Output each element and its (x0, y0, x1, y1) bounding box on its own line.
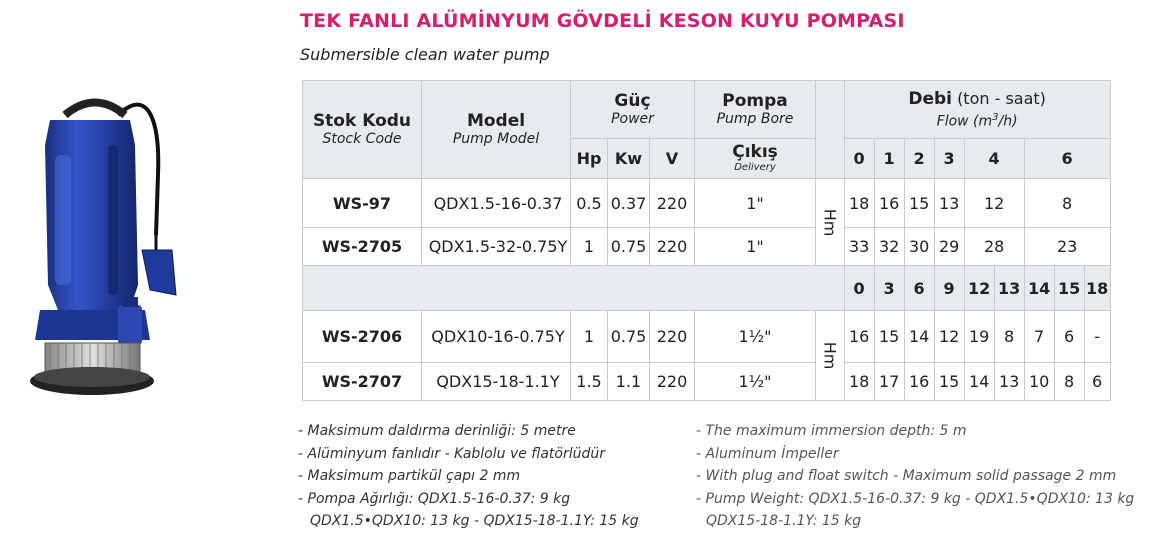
notes-english (696, 420, 1134, 533)
header-model: Model Pump Model (422, 81, 571, 179)
flow-value: 15 (904, 179, 934, 228)
delivery-value: 1½" (695, 311, 816, 363)
flow-value: 16 (874, 179, 904, 228)
flow-value: 14 (964, 363, 994, 401)
table-row (303, 363, 1111, 401)
kw-value: 0.37 (608, 179, 650, 228)
note-line: - The maximum immersion depth: 5 m (696, 423, 967, 439)
flow-value: 30 (904, 228, 934, 266)
pump-spec-table (302, 80, 1111, 401)
hp-value: 1 (571, 228, 608, 266)
note-line: QDX1.5•QDX10: 13 kg - QDX15-18-1.1Y: 15 kg (310, 513, 639, 529)
flow-col-15: 15 (1054, 266, 1084, 311)
hp-value: 0.5 (571, 179, 608, 228)
header-separator (816, 81, 845, 179)
page-title: TEK FANLI ALÜMİNYUM GÖVDELİ KESON KUYU POMPASI (300, 10, 905, 32)
model: QDX10-16-0.75Y (422, 311, 571, 363)
note-line: - Pump Weight: QDX1.5-16-0.37: 9 kg - QDX1.5•QDX10: 13 kg (696, 490, 1135, 507)
flow-col-4: 4 (964, 139, 1024, 179)
flow-col-0: 0 (844, 266, 874, 311)
flow-col-1: 1 (874, 139, 904, 179)
flow-value: 8 (1024, 179, 1110, 228)
flow-value: 16 (904, 363, 934, 401)
v-value: 220 (650, 179, 695, 228)
stock-code: WS-2707 (303, 363, 422, 401)
note-line: - Pompa Ağırlığı: QDX1.5-16-0.37: 9 kg (298, 490, 571, 507)
header-delivery: Çıkış Delivery (695, 139, 816, 179)
flow-value: 7 (1024, 311, 1054, 363)
table-row (303, 311, 1111, 363)
hm-label: Hm (816, 311, 845, 401)
flow-value: 33 (844, 228, 874, 266)
flow-col-2: 2 (904, 139, 934, 179)
flow-value: 6 (1084, 363, 1110, 401)
header-hp: Hp (571, 139, 608, 179)
note-line: - Maksimum partikül çapı 2 mm (298, 468, 521, 484)
header-power: Güç Power (571, 81, 695, 139)
hp-value: 1 (571, 311, 608, 363)
model: QDX1.5-16-0.37 (422, 179, 571, 228)
flow-col-5: 6 (1024, 139, 1110, 179)
flow-value: 18 (844, 363, 874, 401)
flow-value: 16 (844, 311, 874, 363)
notes-turkish (298, 420, 639, 533)
page-subtitle: Submersible clean water pump (300, 45, 550, 64)
v-value: 220 (650, 228, 695, 266)
model: QDX1.5-32-0.75Y (422, 228, 571, 266)
v-value: 220 (650, 311, 695, 363)
flow-value: 10 (1024, 363, 1054, 401)
flow-col-13: 13 (994, 266, 1024, 311)
flow-value: 29 (934, 228, 964, 266)
flow-value: 23 (1024, 228, 1110, 266)
flow-col-14: 14 (1024, 266, 1054, 311)
flow-col-18: 18 (1084, 266, 1110, 311)
flow-value: 12 (964, 179, 1024, 228)
flow-value: 19 (964, 311, 994, 363)
stock-code: WS-97 (303, 179, 422, 228)
flow-col-9: 9 (934, 266, 964, 311)
flow-value: - (1084, 311, 1110, 363)
flow-value: 8 (1054, 363, 1084, 401)
header-v: V (650, 139, 695, 179)
header-flow: Debi (ton - saat) Flow $(m^3/h)$ (844, 81, 1110, 139)
section-separator (303, 266, 845, 311)
flow-value: 12 (934, 311, 964, 363)
note-line: - Alüminyum fanlıdır - Kablolu ve flatörlüdür (298, 445, 606, 462)
delivery-value: 1" (695, 228, 816, 266)
flow-value: 13 (994, 363, 1024, 401)
note-line: QDX15-18-1.1Y: 15 kg (706, 513, 862, 529)
note-line: - Maksimum daldırma derinliği: 5 metre (298, 423, 576, 439)
flow-value: 8 (994, 311, 1024, 363)
table-row (303, 179, 1111, 228)
kw-value: 0.75 (608, 311, 650, 363)
flow-value: 17 (874, 363, 904, 401)
note-line: - Aluminum İmpeller (696, 445, 839, 462)
header-kw: Kw (608, 139, 650, 179)
flow-col-3: 3 (934, 139, 964, 179)
hm-label: Hm (816, 179, 845, 266)
kw-value: 1.1 (608, 363, 650, 401)
flow-value: 28 (964, 228, 1024, 266)
flow-value: 15 (934, 363, 964, 401)
note-line: - With plug and float switch - Maximum solid passage 2 mm (696, 468, 1117, 484)
flow-value: 18 (844, 179, 874, 228)
header-pump-bore: Pompa Pump Bore (695, 81, 816, 139)
delivery-value: 1½" (695, 363, 816, 401)
flow-value: 13 (934, 179, 964, 228)
pump-image (10, 85, 250, 425)
flow-value: 15 (874, 311, 904, 363)
flow-col-0: 0 (844, 139, 874, 179)
hp-value: 1.5 (571, 363, 608, 401)
header-stock-code: Stok Kodu Stock Code (303, 81, 422, 179)
model: QDX15-18-1.1Y (422, 363, 571, 401)
flow-col-12: 12 (964, 266, 994, 311)
stock-code: WS-2705 (303, 228, 422, 266)
table-row (303, 228, 1111, 266)
delivery-value: 1" (695, 179, 816, 228)
v-value: 220 (650, 363, 695, 401)
flow-col-3: 3 (874, 266, 904, 311)
flow-value: 32 (874, 228, 904, 266)
flow-col-6: 6 (904, 266, 934, 311)
flow-value: 14 (904, 311, 934, 363)
stock-code: WS-2706 (303, 311, 422, 363)
kw-value: 0.75 (608, 228, 650, 266)
flow-value: 6 (1054, 311, 1084, 363)
